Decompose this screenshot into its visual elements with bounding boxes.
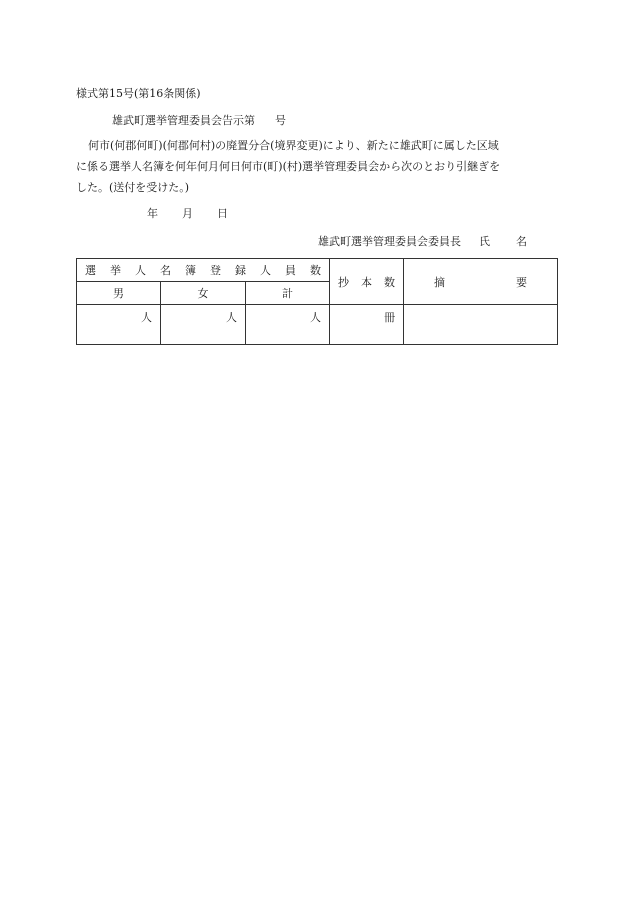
header-char: 抄 xyxy=(338,275,350,289)
header-char: 数 xyxy=(310,264,321,277)
header-char: 簿 xyxy=(185,264,196,277)
date-month: 月 xyxy=(182,207,193,220)
copies-count-cell xyxy=(330,305,404,345)
signature-title: 雄武町選挙管理委員会委員長 xyxy=(318,235,461,248)
register-table xyxy=(76,258,558,345)
header-char: 摘 xyxy=(434,275,446,289)
date-year: 年 xyxy=(147,207,158,220)
total-count-cell xyxy=(246,305,330,345)
signature-name-2: 名 xyxy=(516,235,527,248)
header-copies xyxy=(330,259,404,305)
header-registered-count-label xyxy=(77,262,329,278)
header-copies-label xyxy=(330,274,403,290)
header-registered-count xyxy=(77,259,330,282)
signature-name-1: 氏 xyxy=(479,235,490,248)
header-char: 数 xyxy=(384,275,396,289)
unit-volume: 冊 xyxy=(384,311,396,324)
date-day: 日 xyxy=(217,207,228,220)
notice-number-label: 号 xyxy=(275,114,286,127)
header-char: 要 xyxy=(516,275,528,289)
form-number: 様式第15号(第16条関係) xyxy=(76,87,201,100)
body-line-3: した。(送付を受けた。) xyxy=(76,181,190,194)
header-total: 計 xyxy=(246,282,330,305)
unit-person: 人 xyxy=(141,311,152,324)
header-female: 女 xyxy=(161,282,246,305)
notice-title-text: 雄武町選挙管理委員会告示第 xyxy=(112,114,255,127)
header-char: 名 xyxy=(160,264,171,277)
body-line-2: に係る選挙人名簿を何年何月何日何市(町)(村)選挙管理委員会から次のとおり引継ぎを xyxy=(76,160,501,173)
header-char: 人 xyxy=(260,264,271,277)
header-remarks xyxy=(404,259,558,305)
header-char: 登 xyxy=(210,264,221,277)
header-remarks-label xyxy=(404,274,557,290)
signature xyxy=(318,235,527,249)
header-char: 人 xyxy=(135,264,146,277)
header-char: 本 xyxy=(361,275,373,289)
header-char: 録 xyxy=(235,264,246,277)
header-char: 選 xyxy=(85,264,96,277)
notice-title xyxy=(112,114,286,128)
date-line xyxy=(147,207,228,221)
male-count-cell xyxy=(77,305,161,345)
unit-person: 人 xyxy=(310,311,322,324)
header-char: 員 xyxy=(285,264,296,277)
body-line-1: 何市(何郡何町)(何郡何村)の廃置分合(境界変更)により、新たに雄武町に属した区域 xyxy=(88,139,499,152)
header-char: 挙 xyxy=(110,264,121,277)
unit-person: 人 xyxy=(226,311,237,324)
header-male: 男 xyxy=(77,282,161,305)
remarks-cell xyxy=(404,305,558,345)
female-count-cell xyxy=(161,305,246,345)
